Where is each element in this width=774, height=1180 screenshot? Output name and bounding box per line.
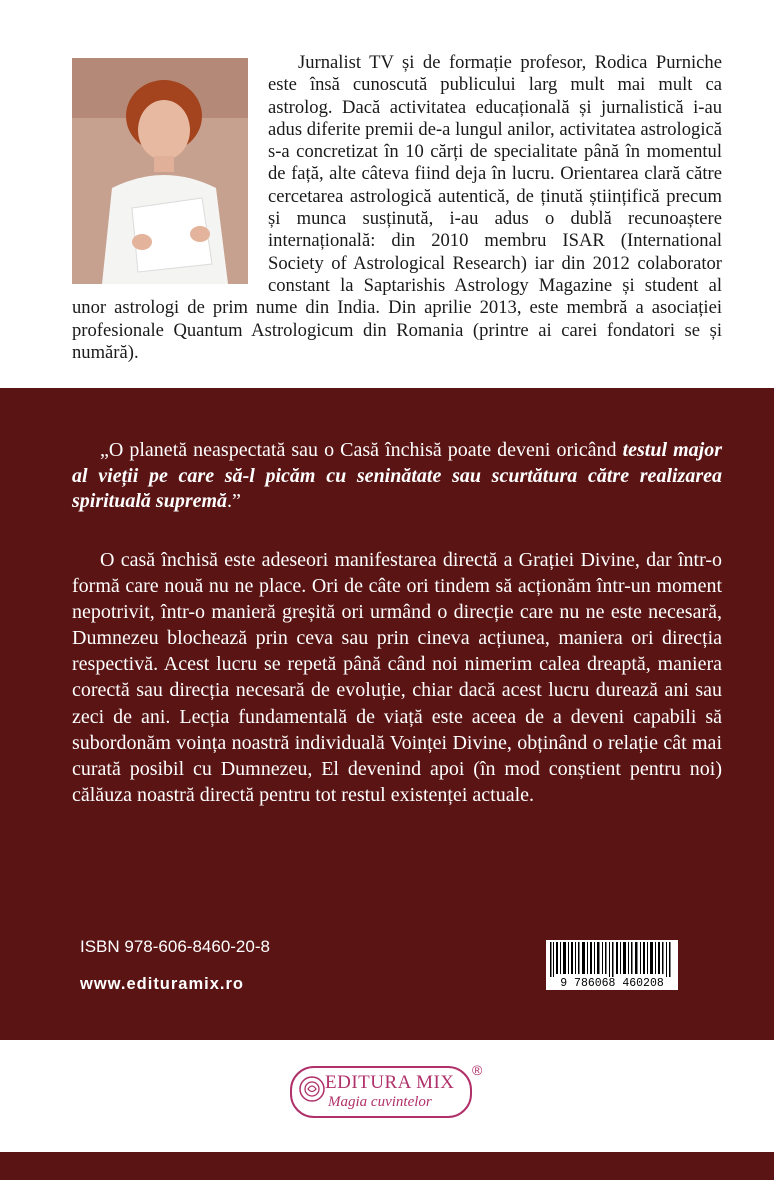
quote-emphasis: testul major al vieții pe care să-l picăm cu seninătate sau scurtătura către realizarea spirituală supremă xyxy=(72,439,722,512)
publisher-logo xyxy=(290,1066,472,1118)
main-text: O casă închisă este adeseori manifestarea directă a Grației Divine, dar într-o formă care nouă nu ne place. Ori de câte ori tindem să acționăm într-un moment nepotrivit, într-o manieră greșită ori urmând o direcție care nu ne este necesară, Dumnezeu blochează prin ceva sau prin cineva acțiunea, maniera ori direcția respectivă. Acest lucru se repetă până când noi nimerim calea dreaptă, maniera corectă sau direcția necesară de evoluție, chiar dacă acest lucru durează ani sau zeci de ani. Lecția fundamentală de viață este aceea de a deveni capabili să subordonăm voința noastră individuală Voinței Divine, obținând o relație cât mai curată posibil cu Dumnezeu, El devenind apoi (în mod conștient pentru noi) călăuza noastră directă pentru tot restul existenței actuale. xyxy=(72,549,722,806)
logo-slogan: Magia cuvintelor xyxy=(328,1094,432,1110)
barcode xyxy=(546,940,678,990)
photo-wrap-spacer xyxy=(72,52,268,284)
quote-open: „O planetă neaspectată sau o Casă închisă poate deveni oricând xyxy=(100,439,617,461)
barcode-bars xyxy=(546,940,678,977)
quote-paragraph xyxy=(72,438,722,515)
logo-name: EDITURA MIX xyxy=(325,1072,455,1093)
bio-first-line: Jurnalist TV și de formație profesor, Rodica xyxy=(298,52,648,73)
footer-band xyxy=(0,1152,774,1180)
barcode-number: 9 786068 460208 xyxy=(560,977,664,990)
main-paragraph xyxy=(72,547,722,808)
author-bio xyxy=(72,52,722,364)
registered-mark: ® xyxy=(472,1062,483,1078)
quote-close: .” xyxy=(227,490,241,512)
rose-icon xyxy=(299,1076,325,1102)
bio-text: Purniche este însă cunoscută publicului larg mult mai mult ca astrolog. Dacă activitatea educațională și jurnalistică i-au adus diferite premii de-a lungul anilor, activitatea astrologică s-a concretizat în 10 cărți de specialitate până în momentul de față, alte câteva fiind deja în lucru. Orientarea clară către cercetarea astrologică autentică, de ținută științifică precum și munca susținută, i-au adus o dublă recunoaștere internațională: din 2010 membru ISAR (International Society of Astrological Research) iar din 2012 colaborator constant la Saptarishis Astrology Magazine și student al unor astrologi de prim nume din India. Din aprilie 2013, este membră a asociației profesionale Quantum Astrologicum din Romania (printre ai carei fondatori se și numără). xyxy=(72,52,722,363)
website-link[interactable]: www.edituramix.ro xyxy=(80,975,245,993)
isbn-label: ISBN 978-606-8460-20-8 xyxy=(80,937,270,956)
